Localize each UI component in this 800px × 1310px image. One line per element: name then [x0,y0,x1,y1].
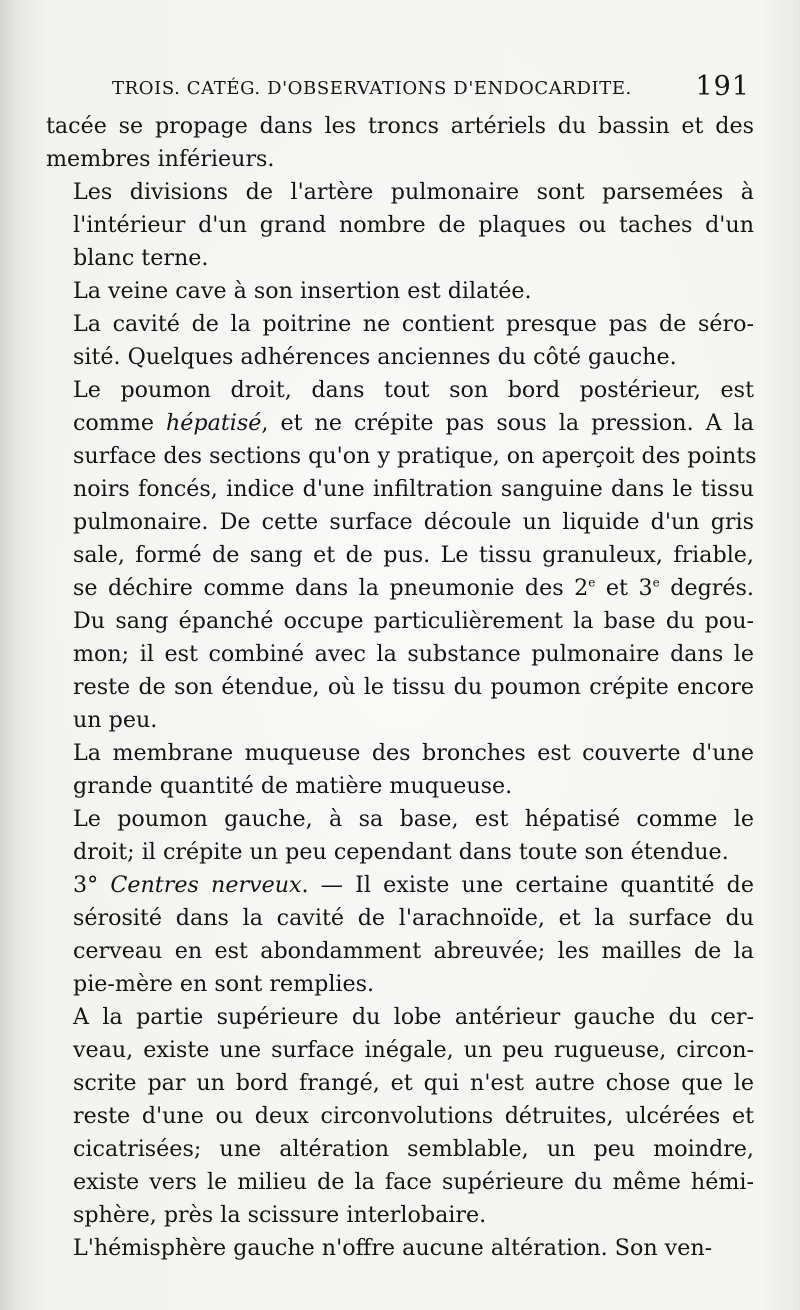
page-header [112,70,762,110]
text-line: reste d'une ou deux circonvolutions détruites, ulcérées et [73,1103,754,1129]
text-line: sérosité dans la cavité de l'arachnoïde, et la surface du [73,905,754,931]
text-line: scrite par un bord frangé, et qui n'est autre chose que le [73,1070,754,1096]
paragraph [46,374,757,737]
paragraph [46,110,754,176]
text-line: cicatrisées; une altération semblable, un peu moindre, [73,1136,754,1162]
paragraph [46,803,754,869]
text-line: La membrane muqueuse des bronches est couverte d'une [73,740,754,766]
text-line: L'hémisphère gauche n'offre aucune altération. Son ven- [73,1235,713,1261]
text-line: l'intérieur d'un grand nombre de plaques ou taches d'un [73,212,754,238]
text-line: surface des sections qu'on y pratique, on aperçoit des points [73,443,757,469]
paragraph [46,308,754,374]
text-line: grande quantité de matière muqueuse. [73,773,513,799]
body-text [46,110,757,1265]
text-line: existe vers le milieu de la face supérieure du même hémi- [73,1169,754,1195]
text-line: comme hépatisé, et ne crépite pas sous la pression. A la [73,410,755,436]
paragraph [46,176,754,275]
text-line: un peu. [73,707,158,733]
text-line: Les divisions de l'artère pulmonaire sont parsemées à [73,179,754,205]
text-line: pie-mère en sont remplies. [73,971,375,997]
text-line: tacée se propage dans les troncs artériels du bassin et des [46,113,754,139]
text-line: reste de son étendue, où le tissu du poumon crépite encore [73,674,754,700]
text-line: 3° Centres nerveux. — Il existe une certaine quantité de [73,872,755,898]
text-line: sale, formé de sang et de pus. Le tissu granuleux, friable, [73,542,754,568]
text-line: membres inférieurs. [46,146,275,172]
text-line: pulmonaire. De cette surface découle un liquide d'un gris [73,509,754,535]
text-line: mon; il est combiné avec la substance pulmonaire dans le [73,641,754,667]
text-line: se déchire comme dans la pneumonie des 2e et 3e degrés. [73,575,754,601]
text-line: blanc terne. [73,245,209,271]
text-line: Le poumon gauche, à sa base, est hépatisé comme le [73,806,754,832]
paragraph [46,1232,754,1265]
text-line: La cavité de la poitrine ne contient presque pas de séro- [73,311,754,337]
text-line: cerveau en est abondamment abreuvée; les mailles de la [73,938,754,964]
paragraph [46,1001,754,1232]
text-line: noirs foncés, indice d'une infiltration sanguine dans le tissu [73,476,754,502]
page-number: 191 [695,71,750,102]
text-line: Du sang épanché occupe particulièrement la base du pou- [73,608,754,634]
text-line: sphère, près la scissure interlobaire. [73,1202,487,1228]
text-line: A la partie supérieure du lobe antérieur gauche du cer- [73,1004,754,1030]
text-line: La veine cave à son insertion est dilatée. [73,278,532,304]
text-line: droit; il crépite un peu cependant dans toute son étendue. [73,839,729,865]
running-head: TROIS. CATÉG. D'OBSERVATIONS D'ENDOCARDITE. [112,78,632,99]
text-line: sité. Quelques adhérences anciennes du côté gauche. [73,344,677,370]
text-line: Le poumon droit, dans tout son bord postérieur, est [73,377,754,403]
paragraph [46,737,754,803]
paragraph [46,275,754,308]
text-line: veau, existe une surface inégale, un peu rugueuse, circon- [73,1037,754,1063]
paragraph [46,869,754,1001]
